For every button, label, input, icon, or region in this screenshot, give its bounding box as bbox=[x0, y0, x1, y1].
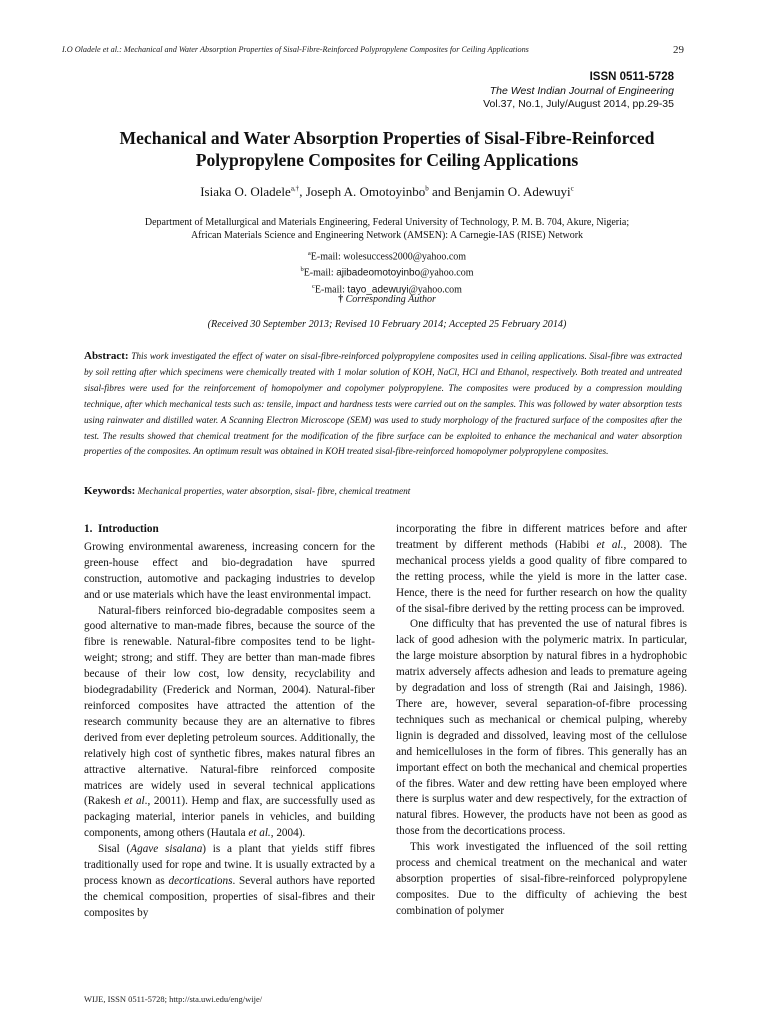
paragraph: Natural-fibers reinforced bio-degradable composites seem a good alternative to man-made fibres, because the source of the fibre is renewable. Natural-fibre composites tend to be light-weight; strong; and stiff. They are better than man-made fibres because of their low cost, low density, recyclability and biodegradability (Frederick and Norman, 2004). Natural-fiber reinforced composites have attracted the attention of the research community because they are an alternative to fibres derived from ever depleting petroleum sources. Additionally, the relatively high cost of synthetic fibres, makes natural fibres an attractive alternative. Natural-fibre reinforced composite matrices are widely used in several technical applications (Rakesh et al., 20011). Hemp and flax, are successfully used as packaging material, interior panels in vehicles, and building components, among others (Hautala et al., 2004). bbox=[84, 604, 375, 840]
author-list bbox=[60, 184, 714, 200]
abstract-label: Abstract: bbox=[84, 350, 129, 362]
paragraph: Growing environmental awareness, increasing concern for the green-house effect and bio-degradation have spurred construction, automotive and packaging industries to develop and or use materials which have the least environmental impact. bbox=[84, 540, 375, 601]
received-dates: (Received 30 September 2013; Revised 10 February 2014; Accepted 25 February 2014) bbox=[207, 319, 567, 330]
section-heading-introduction: 1. Introduction bbox=[84, 523, 159, 535]
right-column bbox=[396, 522, 687, 920]
keywords bbox=[84, 485, 682, 497]
journal-issn: ISSN 0511-5728 bbox=[589, 71, 674, 83]
running-header: I.O Oladele et al.: Mechanical and Water Absorption Properties of Sisal-Fibre-Reinforced Polypropylene Composites for Ceiling Applications bbox=[62, 45, 529, 54]
journal-volume: Vol.37, No.1, July/August 2014, pp.29-35 bbox=[483, 98, 674, 110]
abstract-text: This work investigated the effect of water on sisal-fibre-reinforced polypropylene composites used in ceiling applications. Sisal-fibre was extracted by soil retting after which specimens were chemically treated with 1 molar solution of KOH, NaCl, HCl and Ethanol, respectively. Both treated and untreated sisal-fibres were used for the reinforcement of homopolymer and copolymer polypropylene. The composites were produced by a compression moulding technique, after which mechanical tests such as: tensile, impact and hardness tests were carried out on the samples. This was followed by water absorption tests using rainwater and distilled water. A Scanning Electron Microscope (SEM) was used to study morphology of the fractured surface of the composites after the test. The results showed that chemical treatment for the modification of the fibre surface can be exploited to enhance the mechanical and water absorption properties of the composites. An optimum result was obtained in KOH treated sisal-fibre-reinforced homopolymer polypropylene composites. bbox=[84, 352, 683, 458]
title-line-2: Polypropylene Composites for Ceiling Applications bbox=[195, 150, 579, 170]
keywords-label: Keywords: bbox=[84, 485, 136, 497]
affiliation-line-1: Department of Metallurgical and Materials Engineering, Federal University of Technology, P. M. B. 704, Akure, Nigeria; bbox=[144, 217, 630, 228]
left-column bbox=[84, 522, 375, 922]
email-b: $^b$E-mail: ajibadeomotoyinbo@yahoo.com bbox=[300, 266, 474, 279]
dagger-icon: † bbox=[338, 294, 344, 305]
journal-name: The West Indian Journal of Engineering bbox=[489, 85, 674, 97]
corresponding-author-note: † Corresponding Author bbox=[338, 294, 436, 305]
email-link[interactable]: wolesuccess2000@yahoo.com bbox=[343, 251, 467, 263]
keywords-text: Mechanical properties, water absorption, sisal- fibre, chemical treatment bbox=[137, 487, 411, 497]
title-line-1: Mechanical and Water Absorption Properties of Sisal-Fibre-Reinforced bbox=[119, 128, 655, 148]
author-2-affil: b bbox=[425, 184, 429, 193]
paragraph: This work investigated the influenced of the soil retting process and chemical treatment on the mechanical and water absorption properties of sisal-fibre-reinforced polypropylene composites. Due to the difficulty of achieving the best combination of polymer bbox=[396, 841, 687, 917]
abstract bbox=[84, 349, 682, 461]
email-c: $^c$E-mail: tayo_adewuyi@yahoo.com bbox=[312, 282, 462, 295]
author-separator: , bbox=[299, 184, 306, 199]
author-3: Benjamin O. Adewuyi bbox=[454, 184, 571, 199]
author-1: Isiaka O. Oladele bbox=[200, 184, 291, 199]
email-link[interactable]: ajibadeomotoyinbo bbox=[336, 267, 421, 279]
page-footer: WIJE, ISSN 0511-5728; http://sta.uwi.edu/eng/wije/ bbox=[84, 994, 263, 1004]
email-list bbox=[60, 247, 714, 296]
author-2: Joseph A. Omotoyinbo bbox=[305, 184, 426, 199]
paragraph: One difficulty that has prevented the use of natural fibres is lack of good adhesion with the polymeric matrix. In particular, the large moisture absorption by natural fibres in a hydrophobic matrix adversely affects adhesion and leads to premature ageing by degradation and loss of strength (Rai and Jaisingh, 1986). There are, however, several separation-of-fibre processing techniques such as mechanical or chemical pulping, whereby lignin is degraded and dissolved, leaving most of the cellulose and hemicelluloses in the form of fibres. This generally has an important effect on both the mechanical and chemical properties of the fibres. Water and dew retting have been employed where there is surplus water and dew respectively, for the extraction of natural fibres. However, the products have not been as good as those from the decortications process. bbox=[396, 618, 687, 838]
paragraph: incorporating the fibre in different matrices before and after treatment by different methods (Habibi et al., 2008). The mechanical process yields a good quality of fibre compared to the retting process, while the yield is more in the latter case. Hence, there is the need for further research on how the quality of the sisal-fibre derived by the retting process can be improved. bbox=[396, 523, 687, 615]
email-a: $^a$E-mail: wolesuccess2000@yahoo.com bbox=[307, 250, 467, 263]
paragraph: Sisal (Agave sisalana) is a plant that yields stiff fibres traditionally used for rope and twine. It is usually extracted by a process known as decortications. Several authors have reported the chemical composition, properties of sisal-fibres and their composites by bbox=[84, 843, 376, 919]
affiliation bbox=[60, 216, 714, 242]
journal-info bbox=[344, 69, 674, 111]
author-3-affil: c bbox=[570, 184, 574, 193]
paper-title bbox=[60, 127, 714, 171]
page-number: 29 bbox=[673, 44, 684, 56]
author-1-affil: a,† bbox=[290, 184, 300, 193]
email-link[interactable]: tayo_adewuyi bbox=[347, 283, 409, 295]
affiliation-line-2: African Materials Science and Engineering Network (AMSEN): A Carnegie-IAS (RISE) Network bbox=[190, 230, 584, 241]
author-separator: and bbox=[428, 184, 455, 199]
